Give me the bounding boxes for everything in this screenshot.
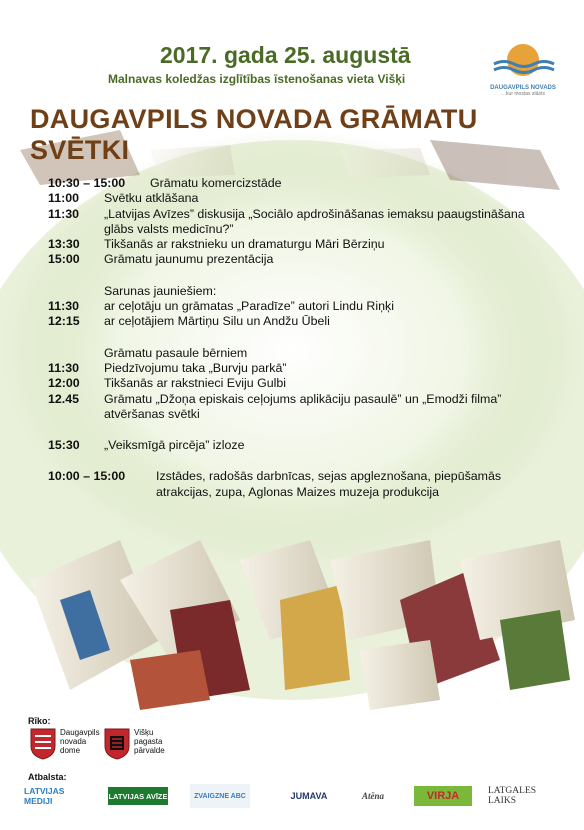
daugavpils-novads-logo [490, 40, 556, 106]
schedule-time: 11:30 [48, 360, 80, 375]
schedule-description-line: atrakcijas, zupa, Aglonas Maizes muzeja produkcija [156, 484, 440, 499]
schedule-gap [48, 453, 525, 469]
schedule-item [48, 469, 525, 500]
schedule-gap [48, 330, 525, 346]
schedule-description [104, 392, 525, 423]
sponsor-logo: LATVIJAS AVĪZE [108, 787, 168, 805]
schedule-description-line: Sarunas jauniešiem: [104, 283, 217, 298]
coat-of-arms-icon [30, 728, 56, 760]
schedule-description-line: atvēršanas svētki [104, 406, 200, 421]
schedule-time: 15:00 [48, 252, 80, 267]
schedule-description [104, 361, 525, 376]
schedule-description-line: Grāmatu jaunumu prezentācija [104, 252, 274, 267]
schedule-time: 11:00 [48, 191, 80, 206]
schedule-description-line: Grāmatu pasaule bērniem [104, 345, 248, 360]
schedule-description [104, 346, 525, 361]
schedule-description-line: „Veiksmīgā pircēja” izloze [104, 438, 245, 453]
sponsor-logo: LATGALES LAIKS [488, 786, 537, 806]
schedule-time: 11:30 [48, 206, 80, 221]
schedule-item [48, 392, 525, 423]
sponsor-logo: ZVAIGZNE ABC [190, 784, 250, 808]
supporters-label: Atbalsta: [28, 772, 67, 782]
schedule-description [104, 191, 525, 206]
schedule-time [48, 284, 104, 299]
sun-waves-icon [490, 40, 556, 80]
schedule-description [104, 207, 525, 238]
schedule-description-line: Piedzīvojumu taka „Burvju parkā” [104, 360, 287, 375]
schedule-description [104, 376, 525, 391]
schedule-description [156, 469, 525, 500]
event-title: DAUGAVPILS NOVADA GRĀMATU SVĒTKI [30, 104, 478, 165]
coat-of-arms-icon [104, 728, 130, 760]
schedule-description [150, 176, 525, 191]
organizer-name: Daugavpils novada dome [60, 728, 100, 755]
schedule-item [48, 237, 525, 252]
schedule-description [104, 438, 525, 453]
schedule-time: 12:15 [48, 314, 80, 329]
schedule [48, 176, 525, 500]
schedule-time: 11:30 [48, 299, 80, 314]
schedule-time: 12.45 [48, 391, 80, 406]
schedule-item [48, 346, 525, 361]
schedule-description-line: Svētku atklāšana [104, 191, 199, 206]
event-venue: Malnavas koledžas izglītības īstenošanas vieta Višķi [108, 72, 406, 86]
schedule-item [48, 299, 525, 314]
schedule-description-line: Tikšanās ar rakstnieci Eviju Gulbi [104, 376, 287, 391]
schedule-description [104, 237, 525, 252]
organizers-label: Rīko: [28, 716, 51, 726]
sponsor-logo: JUMAVA [290, 791, 328, 801]
schedule-item [48, 252, 525, 267]
schedule-time: 10:30 – 15:00 [48, 176, 126, 190]
schedule-description-line: glābs valsts medicīnu?” [104, 221, 234, 236]
logo-tagline: …kur mostas stāsts [501, 91, 545, 97]
organizer-name: Višķu pagasta pārvalde [134, 728, 165, 755]
schedule-time: 13:30 [48, 237, 80, 252]
schedule-time: 10:00 – 15:00 [48, 469, 126, 484]
schedule-item [48, 176, 525, 191]
schedule-time: 12:00 [48, 376, 80, 391]
sponsor-logo: VIRJA [414, 786, 472, 806]
schedule-description-line: Grāmatu „Džoņa episkais ceļojums aplikāciju pasaulē” un „Emodži filma” [104, 391, 502, 406]
schedule-item [48, 191, 525, 206]
event-date: 2017. gada 25. augustā [160, 42, 411, 68]
schedule-item [48, 284, 525, 299]
schedule-description-line: ar ceļotājiem Mārtiņu Silu un Andžu Ūbeli [104, 314, 330, 329]
schedule-item [48, 376, 525, 391]
logo-name: DAUGAVPILS NOVADS [490, 85, 556, 91]
schedule-description-line: Grāmatu komercizstāde [150, 176, 282, 190]
schedule-time [48, 346, 104, 361]
schedule-description-line: Izstādes, radošās darbnīcas, sejas apgleznošana, piepūšamās [156, 469, 502, 484]
schedule-item [48, 314, 525, 329]
schedule-description [104, 299, 525, 314]
organizer-viski [104, 728, 165, 760]
organizer-daugavpils [30, 728, 100, 760]
schedule-description [104, 252, 525, 267]
schedule-item [48, 207, 525, 238]
schedule-time: 15:30 [48, 438, 80, 453]
sponsor-logo: LATVIJAS MEDIJI [24, 786, 65, 806]
schedule-gap [48, 422, 525, 438]
schedule-item [48, 361, 525, 376]
schedule-item [48, 438, 525, 453]
schedule-description [104, 314, 525, 329]
sponsor-logo: Atēna [361, 791, 384, 801]
schedule-description-line: Tikšanās ar rakstnieku un dramaturgu Māri Bērziņu [104, 237, 385, 252]
schedule-description-line: ar ceļotāju un grāmatas „Paradīze” autori Lindu Riņķi [104, 299, 394, 314]
schedule-description-line: „Latvijas Avīzes” diskusija „Sociālo apdrošināšanas iemaksu paaugstināšana [104, 206, 525, 221]
schedule-gap [48, 268, 525, 284]
schedule-description [104, 284, 525, 299]
